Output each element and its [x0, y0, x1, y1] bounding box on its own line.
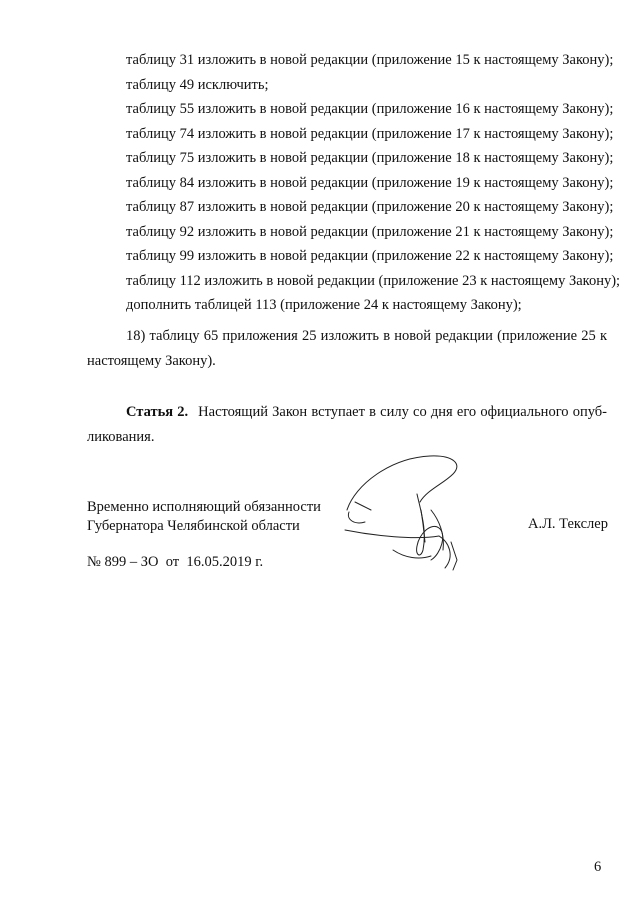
article-2-paragraph [87, 400, 607, 449]
amendment-item: таблицу 75 изложить в новой редакции (приложение 18 к настоящему Закону); [126, 150, 614, 166]
amendment-item: таблицу 55 изложить в новой редакции (приложение 16 к настоящему Закону); [126, 101, 614, 117]
item-18-line1: 18) таблицу 65 приложения 25 изложить в новой редакции (приложение 25 к [126, 328, 607, 344]
signer-position-line1: Временно исполняющий обязанности [87, 499, 321, 515]
amendment-item: таблицу 92 изложить в новой редакции (приложение 21 к настоящему Закону); [126, 223, 614, 240]
article-2-line1 [87, 400, 607, 425]
article-2-line2: ликования. [87, 428, 155, 445]
page-number: 6 [594, 859, 602, 875]
handwritten-signature [335, 450, 485, 575]
amendment-item: таблицу 99 изложить в новой редакции (приложение 22 к настоящему Закону); [126, 248, 614, 264]
amendment-item: таблицу 31 изложить в новой редакции (приложение 15 к настоящему Закону); [126, 52, 614, 68]
signer-position-line2: Губернатора Челябинской области [87, 518, 300, 534]
signer-name: А.Л. Текслер [528, 516, 608, 532]
law-number: № 899 – ЗО от 16.05.2019 г. [87, 554, 264, 570]
amendment-item: таблицу 84 изложить в новой редакции (приложение 19 к настоящему Закону); [126, 174, 614, 191]
amendment-item: таблицу 49 исключить; [126, 76, 269, 93]
amendment-item: дополнить таблицей 113 (приложение 24 к настоящему Закону); [126, 297, 522, 313]
article-2-label: Статья 2. [126, 404, 189, 420]
item-18-line2: настоящему Закону). [87, 352, 216, 369]
amendment-item: таблицу 87 изложить в новой редакции (приложение 20 к настоящему Закону); [126, 199, 614, 215]
item-18-paragraph [87, 324, 607, 373]
amendment-list [126, 48, 620, 318]
article-2-text: Настоящий Закон вступает в силу со дня его официального опуб- [198, 404, 607, 420]
amendment-item: таблицу 112 изложить в новой редакции (приложение 23 к настоящему Закону); [126, 272, 621, 289]
signer-position [87, 498, 321, 536]
amendment-item: таблицу 74 изложить в новой редакции (приложение 17 к настоящему Закону); [126, 125, 614, 142]
